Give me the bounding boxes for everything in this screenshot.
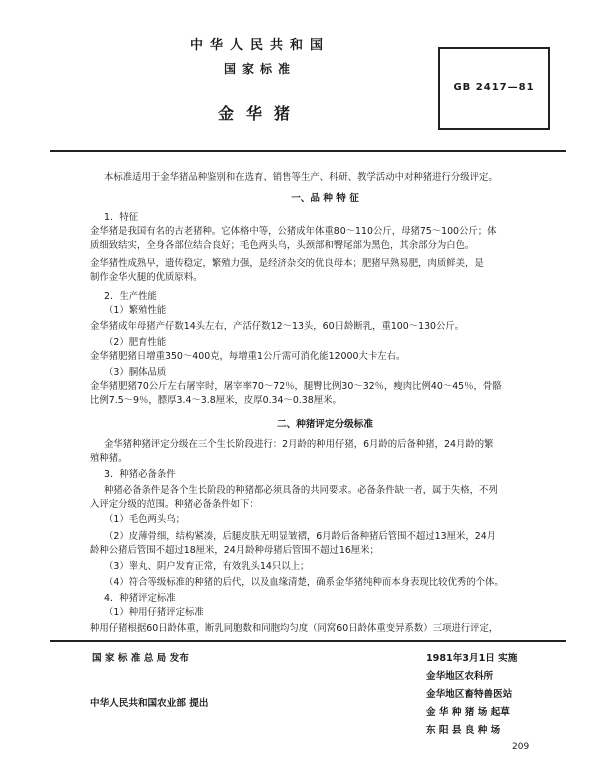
document-title: 金华猪 <box>217 104 302 123</box>
s2-line-2: 殖种猪。 <box>90 453 128 464</box>
page-number: 209 <box>512 742 530 752</box>
s1-line-13: 比例7.5～9％，膘厚3.4～3.8厘米，皮厚0.34～0.38厘米。 <box>90 395 342 406</box>
standard-code: GB 2417—81 <box>453 82 535 93</box>
s2-line-5: 入评定分级的范围。种猪必备条件如下： <box>90 499 259 510</box>
drafter-3: 金 华 种 猪 场 起草 <box>426 707 510 718</box>
s1-line-11: （3）胴体品质 <box>104 367 167 378</box>
s2-line-6: （1）毛色两头乌； <box>104 514 185 525</box>
issuer: 国 家 标 准 总 局 发布 <box>92 653 189 664</box>
s1-line-4: 金华猪性成熟早，遗传稳定，繁殖力强，是经济杂交的优良母本；肥猪早熟易肥，肉质鲜美，是 <box>90 258 484 269</box>
drafter-1: 金华地区农科所 <box>426 671 494 682</box>
s1-line-5: 制作金华火腿的优质原料。 <box>90 272 203 283</box>
s1-line-8: 金华猪成年母猪产仔数14头左右，产活仔数12～13头，60日龄断乳，重100～130公斤。 <box>90 321 465 332</box>
footer-divider <box>50 640 566 642</box>
s1-line-10: 金华猪肥猪日增重350～400克，每增重1公斤需可消化能12000大卡左右。 <box>90 351 406 362</box>
standard-code-box <box>438 47 550 130</box>
proposer: 中华人民共和国农业部 提出 <box>90 698 209 709</box>
drafter-2: 金华地区畜特兽医站 <box>426 689 513 700</box>
s2-line-13: 种用仔猪根据60日龄体重，断乳同胞数和同胞均匀度（同窝60日龄体重变异系数）三项进行评定， <box>90 623 499 634</box>
s2-line-9: （3）睾丸、阴户发育正常，有效乳头14只以上； <box>104 561 310 572</box>
s2-line-7: （2）皮薄骨细，结构紧凑，后腿皮肤无明显皱褶，6月龄后备种猪后管围不超过13厘米，24月 <box>104 531 497 542</box>
s1-line-3: 质细致结实，全身各部位结合良好；毛色两头乌，头颈部和臀尾部为黑色，其余部分为白色。 <box>90 240 475 251</box>
effective-date: 1981年3月1日 实施 <box>426 653 518 664</box>
s1-line-2: 金华猪是我国有名的古老猪种。它体格中等，公猪成年体重80～110公斤，母猪75～100公斤；体 <box>90 226 497 237</box>
s2-line-3: 3．种猪必备条件 <box>104 469 176 480</box>
s2-line-4: 种猪必备条件是各个生长阶段的种猪都必须具备的共同要求。必备条件缺一者，属于失格，不列 <box>104 485 498 496</box>
s2-line-10: （4）符合等级标准的种猪的后代，以及血缘清楚，确系金华猪纯种而本身表现比较优秀的个体。 <box>104 577 504 588</box>
s2-line-11: 4．种猪评定标准 <box>104 593 176 604</box>
s1-line-6: 2．生产性能 <box>104 291 157 302</box>
drafter-4: 东 阳 县 良 种 场 <box>426 725 501 736</box>
section-heading-2: 二、种猪评定分级标准 <box>277 419 373 430</box>
standard-type: 国家标准 <box>223 62 296 76</box>
s2-line-12: （1）种用仔猪评定标准 <box>104 607 204 618</box>
country-name: 中华人民共和国 <box>189 38 330 53</box>
intro-paragraph: 本标准适用于金华猪品种鉴别和在选育、销售等生产、科研、教学活动中对种猪进行分级评定。 <box>104 172 498 183</box>
s2-line-1: 金华猪种猪评定分级在三个生长阶段进行：2月龄的种用仔猪，6月龄的后备种猪，24月龄的繁 <box>104 439 494 450</box>
section-heading-1: 一、品 种 特 征 <box>291 193 359 204</box>
s1-line-9: （2）肥育性能 <box>104 337 167 348</box>
s1-line-7: （1）繁殖性能 <box>104 305 167 316</box>
s1-line-12: 金华猪肥猪70公斤左右屠宰时，屠宰率70～72％，腿臀比例30～32％，瘦肉比例40～45％，骨骼 <box>90 381 502 392</box>
s1-line-1: 1．特征 <box>104 212 139 223</box>
header-divider <box>50 150 566 152</box>
s2-line-8: 龄种公猪后管围不超过18厘米，24月龄种母猪后管围不超过16厘米； <box>90 545 379 556</box>
